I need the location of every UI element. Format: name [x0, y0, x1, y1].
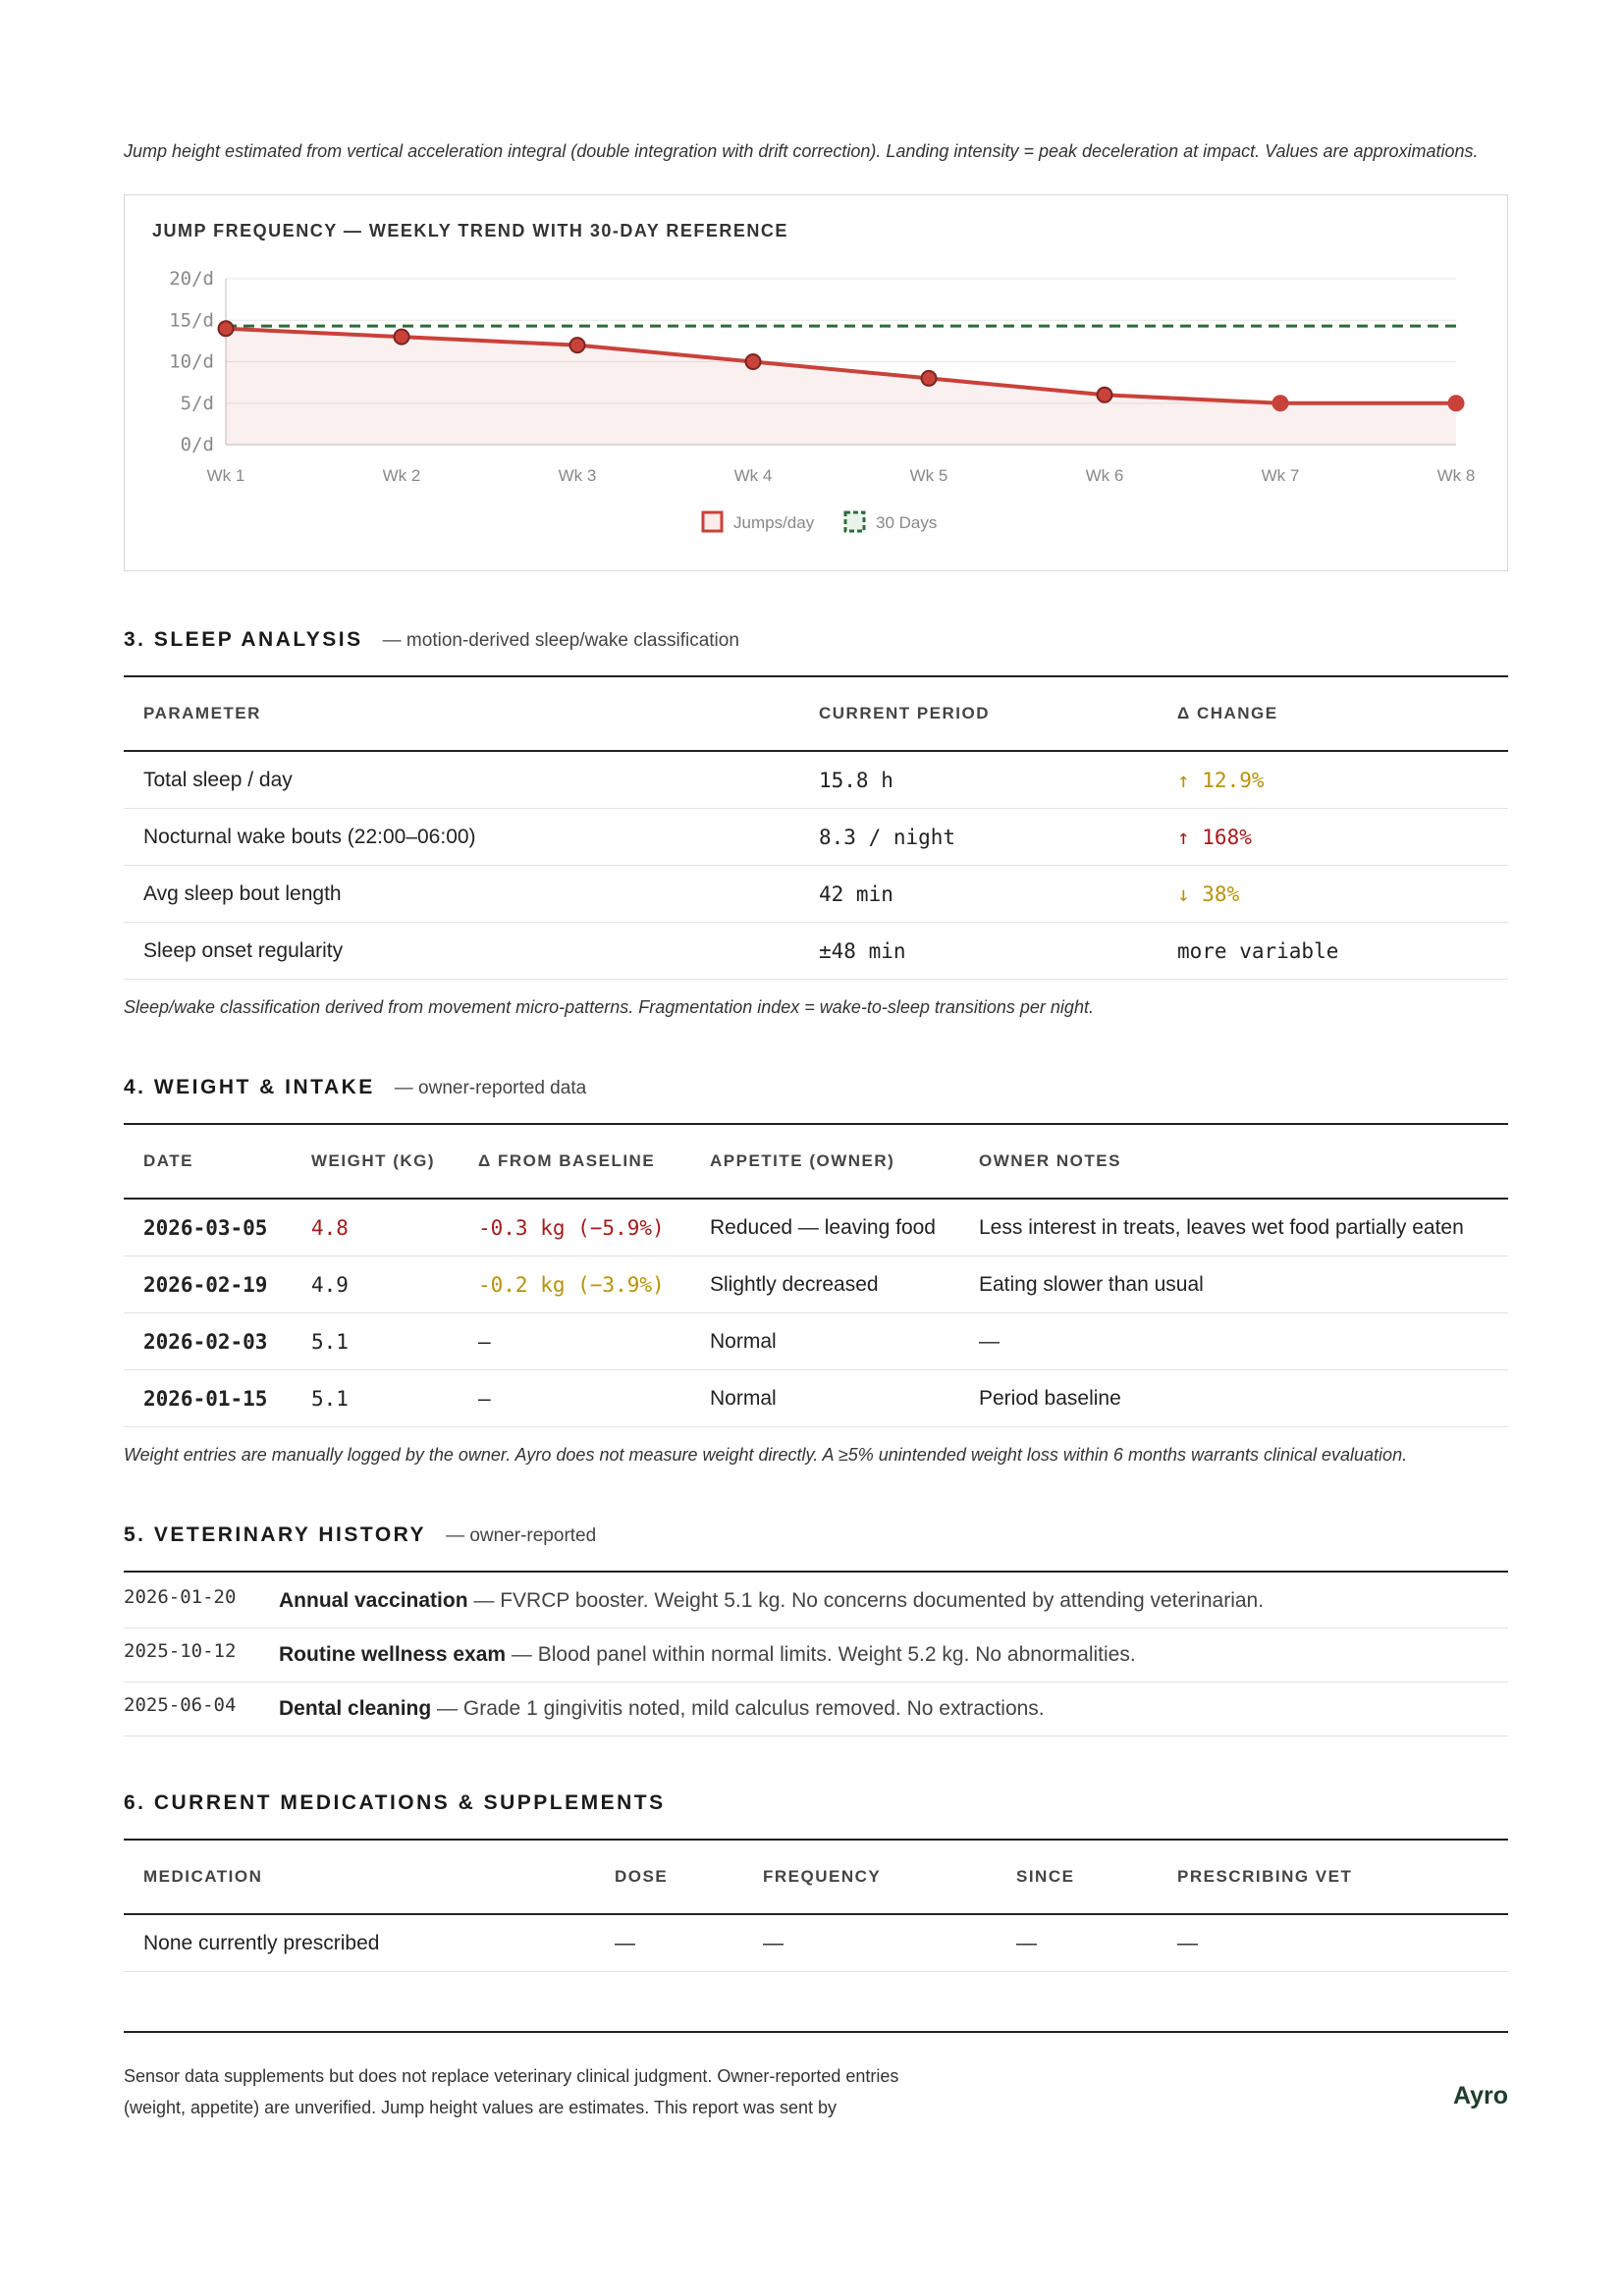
series-area [226, 329, 1456, 445]
weight-table [124, 1125, 1508, 1427]
current-period-cell: ±48 min [799, 923, 1158, 980]
x-tick-label: Wk 6 [1085, 466, 1124, 485]
parameter-cell: Nocturnal wake bouts (22:00–06:00) [124, 809, 799, 866]
owner-notes-cell: Eating slower than usual [959, 1256, 1508, 1313]
sleep-note: Sleep/wake classification derived from movement micro-patterns. Fragmentation index = wake-to-sleep transitions per night. [124, 997, 1094, 1017]
weight-cell: 4.9 [292, 1256, 459, 1313]
sleep-section-header [124, 628, 1508, 677]
parameter-cell: Sleep onset regularity [124, 923, 799, 980]
column-header: CURRENT PERIOD [799, 677, 1158, 751]
y-tick-label: 20/d [169, 268, 214, 290]
vet-history-section [124, 1523, 1508, 1736]
section-subtitle: — owner-reported [446, 1525, 597, 1546]
table-row [124, 809, 1508, 866]
legend-swatch-series [703, 512, 722, 531]
y-tick-label: 0/d [180, 434, 214, 455]
sleep-section [124, 628, 1508, 1021]
weight-cell: 4.8 [292, 1199, 459, 1256]
column-header: DATE [124, 1125, 292, 1199]
section-subtitle: — owner-reported data [394, 1078, 587, 1098]
vet-entry [124, 1575, 1508, 1629]
vet-entry [124, 1629, 1508, 1682]
x-tick-label: Wk 2 [382, 466, 421, 485]
jump-frequency-chart [124, 194, 1508, 571]
appetite-cell: Normal [690, 1370, 959, 1427]
sleep-table [124, 677, 1508, 980]
current-period-cell: 8.3 / night [799, 809, 1158, 866]
medications-section [124, 1791, 1508, 1972]
owner-notes-cell: — [959, 1313, 1508, 1370]
change-cell: more variable [1158, 923, 1508, 980]
x-tick-label: Wk 4 [733, 466, 773, 485]
medication-cell: None currently prescribed [124, 1914, 595, 1972]
vet-entry-event: Annual vaccination [279, 1589, 468, 1612]
data-point [1273, 396, 1288, 410]
table-row [124, 1256, 1508, 1313]
column-header: Δ FROM BASELINE [459, 1125, 690, 1199]
legend-label-reference: 30 Days [876, 513, 938, 532]
column-header: DOSE [595, 1841, 743, 1914]
data-point [922, 371, 937, 386]
legend-swatch-reference [845, 512, 864, 531]
column-header: PRESCRIBING VET [1158, 1841, 1508, 1914]
parameter-cell: Avg sleep bout length [124, 866, 799, 923]
column-header: OWNER NOTES [959, 1125, 1508, 1199]
vet-entry-event: Dental cleaning [279, 1697, 432, 1720]
vet-entry-date: 2025-06-04 [124, 1694, 237, 1716]
vet-section-header [124, 1523, 1508, 1573]
appetite-cell: Slightly decreased [690, 1256, 959, 1313]
date-cell: 2026-02-19 [124, 1256, 292, 1313]
medications-table [124, 1841, 1508, 1972]
current-period-cell: 15.8 h [799, 751, 1158, 809]
data-point [395, 330, 409, 345]
change-cell: ↓ 38% [1158, 866, 1508, 923]
vet-entry-date: 2025-10-12 [124, 1640, 237, 1662]
table-row [124, 1313, 1508, 1370]
table-header-row [124, 677, 1508, 751]
column-header: MEDICATION [124, 1841, 595, 1914]
column-header: FREQUENCY [743, 1841, 997, 1914]
vet-entry-date: 2026-01-20 [124, 1586, 237, 1608]
delta-cell: -0.2 kg (−3.9%) [459, 1256, 690, 1313]
report-footer [124, 2031, 1508, 2123]
weight-cell: 5.1 [292, 1313, 459, 1370]
chart-canvas [125, 195, 1509, 570]
frequency-cell: — [743, 1914, 997, 1972]
date-cell: 2026-02-03 [124, 1313, 292, 1370]
table-header-row [124, 1125, 1508, 1199]
table-header-row [124, 1841, 1508, 1914]
section-title: 3. SLEEP ANALYSIS [124, 628, 363, 651]
vet-entry-text [279, 1697, 1045, 1721]
parameter-cell: Total sleep / day [124, 751, 799, 809]
vet-entry-text [279, 1589, 1264, 1613]
vet-entry-text [279, 1643, 1136, 1667]
column-header: WEIGHT (KG) [292, 1125, 459, 1199]
section-title: 4. WEIGHT & INTAKE [124, 1076, 375, 1098]
since-cell: — [997, 1914, 1158, 1972]
owner-notes-cell: Period baseline [959, 1370, 1508, 1427]
table-row [124, 1914, 1508, 1972]
weight-note: Weight entries are manually logged by the owner. Ayro does not measure weight directly. A ≥5% unintended weight loss within 6 months warrants clinical evaluation. [124, 1445, 1408, 1465]
data-point [1098, 388, 1112, 402]
vet-entry-detail: — FVRCP booster. Weight 5.1 kg. No concerns documented by attending veterinarian. [467, 1589, 1265, 1612]
section-title: 5. VETERINARY HISTORY [124, 1523, 427, 1546]
vet-entry-detail: — Blood panel within normal limits. Weight 5.2 kg. No abnormalities. [506, 1643, 1136, 1666]
x-tick-label: Wk 1 [206, 466, 245, 485]
jump-height-note: Jump height estimated from vertical acceleration integral (double integration with drift correction). Landing intensity = peak deceleration at impact. Values are approximations. [124, 141, 1479, 161]
prescribing-vet-cell: — [1158, 1914, 1508, 1972]
table-row [124, 923, 1508, 980]
column-header: Δ CHANGE [1158, 677, 1508, 751]
section-subtitle: — motion-derived sleep/wake classification [382, 630, 739, 651]
delta-cell: — [459, 1313, 690, 1370]
appetite-cell: Normal [690, 1313, 959, 1370]
y-tick-label: 10/d [169, 350, 214, 373]
data-point [219, 321, 234, 336]
footer-divider [124, 2031, 1508, 2033]
column-header: APPETITE (OWNER) [690, 1125, 959, 1199]
delta-cell: — [459, 1370, 690, 1427]
table-row [124, 1370, 1508, 1427]
weight-section-header [124, 1076, 1508, 1125]
dose-cell: — [595, 1914, 743, 1972]
vet-entry-detail: — Grade 1 gingivitis noted, mild calculus removed. No extractions. [431, 1697, 1045, 1720]
x-tick-label: Wk 3 [558, 466, 597, 485]
legend-label-series: Jumps/day [733, 513, 815, 532]
y-tick-label: 5/d [180, 392, 214, 414]
x-tick-label: Wk 7 [1261, 466, 1300, 485]
date-cell: 2026-03-05 [124, 1199, 292, 1256]
table-row [124, 1199, 1508, 1256]
vet-entry-event: Routine wellness exam [279, 1643, 507, 1666]
delta-cell: -0.3 kg (−5.9%) [459, 1199, 690, 1256]
x-tick-label: Wk 8 [1436, 466, 1476, 485]
change-cell: ↑ 12.9% [1158, 751, 1508, 809]
footer-disclaimer: Sensor data supplements but does not replace veterinary clinical judgment. Owner-reported entries (weight, appetite) are unverified. Jump height values are estimates. This report was sent by [124, 2066, 899, 2117]
section-title: 6. CURRENT MEDICATIONS & SUPPLEMENTS [124, 1791, 666, 1814]
data-point [1449, 396, 1464, 410]
change-cell: ↑ 168% [1158, 809, 1508, 866]
appetite-cell: Reduced — leaving food [690, 1199, 959, 1256]
vet-entry [124, 1682, 1508, 1736]
current-period-cell: 42 min [799, 866, 1158, 923]
brand-logo: Ayro [1452, 2082, 1508, 2109]
data-point [746, 354, 761, 369]
table-row [124, 751, 1508, 809]
meds-section-header [124, 1791, 1508, 1841]
y-tick-label: 15/d [169, 309, 214, 332]
report-content [124, 137, 1508, 2123]
column-header: SINCE [997, 1841, 1158, 1914]
weight-section [124, 1076, 1508, 1468]
data-point [570, 338, 585, 352]
date-cell: 2026-01-15 [124, 1370, 292, 1427]
table-row [124, 866, 1508, 923]
x-tick-label: Wk 5 [909, 466, 948, 485]
weight-cell: 5.1 [292, 1370, 459, 1427]
chart-title: JUMP FREQUENCY — WEEKLY TREND WITH 30-DAY REFERENCE [152, 221, 788, 240]
owner-notes-cell: Less interest in treats, leaves wet food partially eaten [959, 1199, 1508, 1256]
column-header: PARAMETER [124, 677, 799, 751]
